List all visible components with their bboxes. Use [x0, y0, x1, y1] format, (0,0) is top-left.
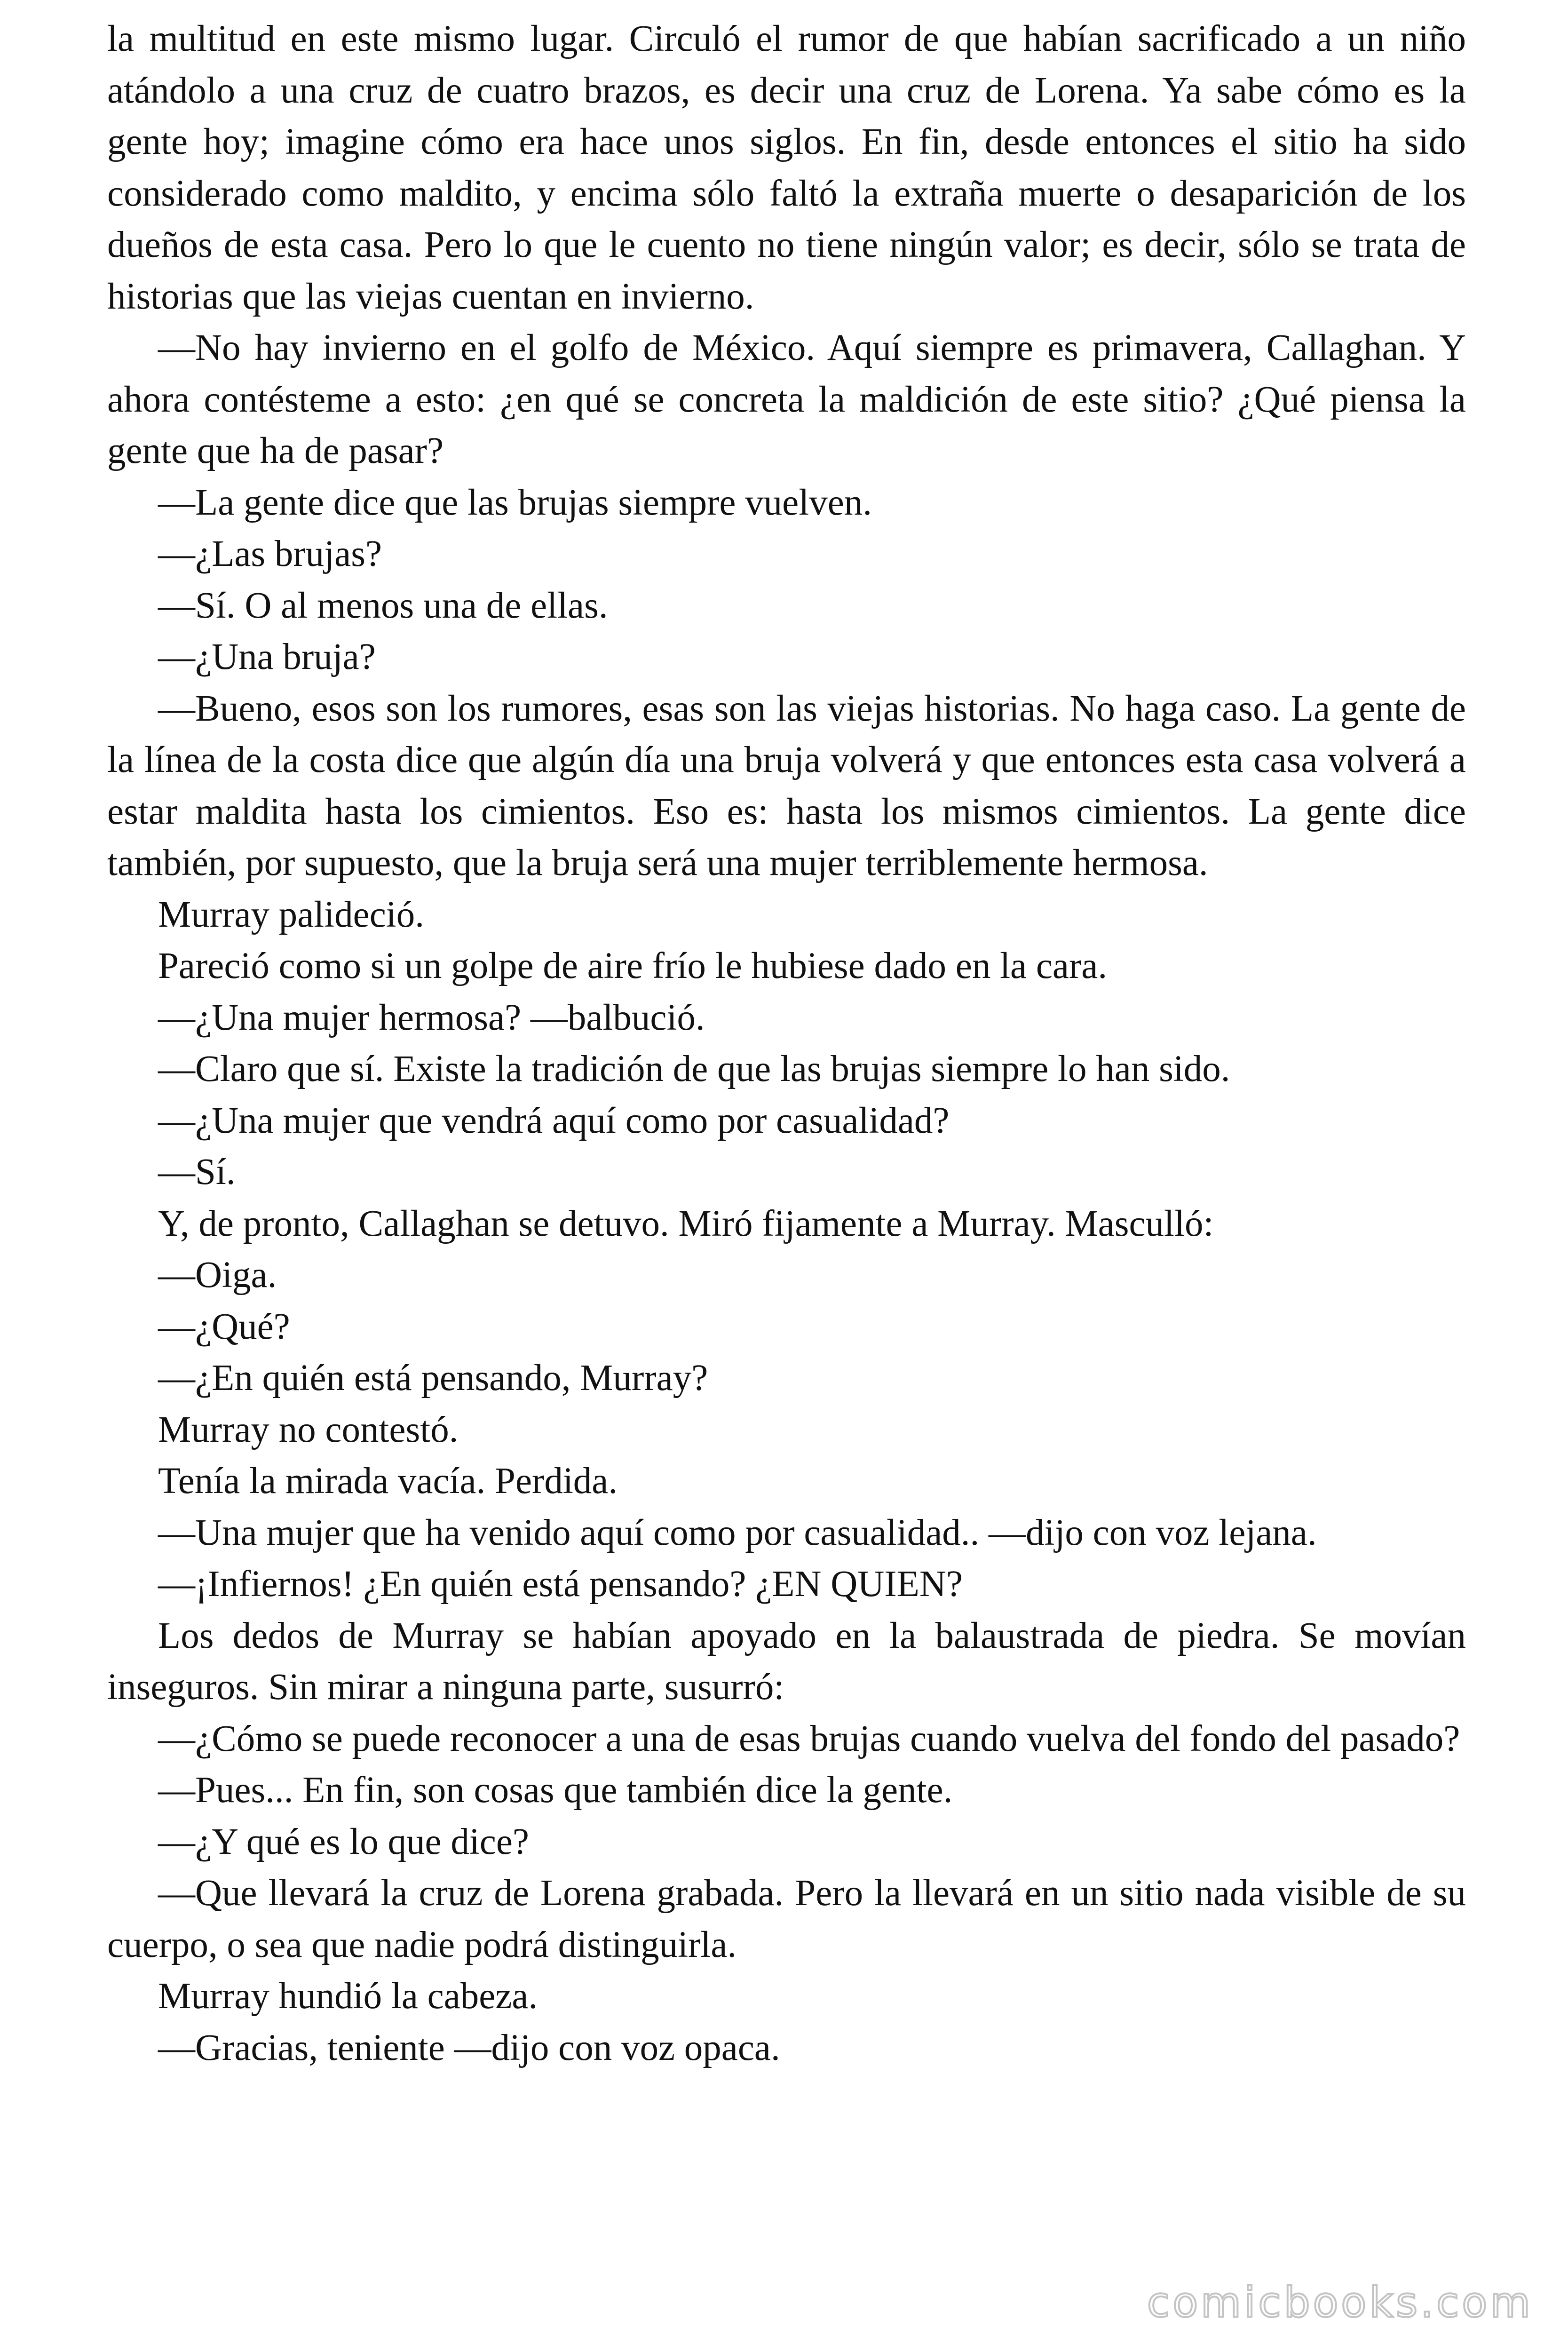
paragraph: Y, de pronto, Callaghan se detuvo. Miró fijamente a Murray. Masculló: — [158, 1203, 1214, 1244]
paragraph: —Una mujer que ha venido aquí como por casualidad.. —dijo con voz lejana. — [158, 1512, 1317, 1553]
paragraph: —¿Qué? — [158, 1306, 290, 1347]
document-page — [107, 13, 1466, 2074]
paragraph: Tenía la mirada vacía. Perdida. — [158, 1461, 618, 1502]
paragraph: —¿Las brujas? — [158, 533, 382, 574]
paragraph: —Sí. — [158, 1152, 236, 1192]
paragraph: —No hay invierno en el golfo de México. Aquí siempre es primavera, Callaghan. Y ahora contésteme a esto: ¿en qué se concreta la maldición de este sitio? ¿Qué piensa la gente que ha de pasar? — [107, 327, 1466, 471]
paragraph: Murray hundió la cabeza. — [158, 1976, 538, 2017]
paragraph: —Oiga. — [158, 1255, 277, 1295]
paragraph: Murray palideció. — [158, 894, 424, 935]
paragraph: —Pues... En fin, son cosas que también dice la gente. — [158, 1770, 953, 1811]
paragraph: —Claro que sí. Existe la tradición de que las brujas siempre lo han sido. — [158, 1049, 1230, 1089]
paragraph: Murray no contestó. — [158, 1409, 459, 1450]
paragraph: —¿Una bruja? — [158, 636, 376, 677]
paragraph: Pareció como si un golpe de aire frío le hubiese dado en la cara. — [158, 946, 1108, 986]
paragraph: —Bueno, esos son los rumores, esas son las viejas historias. No haga caso. La gente de la línea de la costa dice que algún día una bruja volverá y que entonces esta casa volverá a estar maldita hasta los cimientos. Eso es: hasta los mismos cimientos. La gente dice también, por supuesto, que la bruja será una mujer terriblemente hermosa. — [107, 688, 1466, 883]
paragraph: —¿Y qué es lo que dice? — [158, 1821, 529, 1862]
paragraph: —¿Una mujer hermosa? —balbució. — [158, 997, 705, 1038]
paragraph: —La gente dice que las brujas siempre vuelven. — [158, 482, 872, 523]
paragraph: —Gracias, teniente —dijo con voz opaca. — [158, 2027, 780, 2068]
paragraph: la multitud en este mismo lugar. Circuló el rumor de que habían sacrificado a un niño atándolo a una cruz de cuatro brazos, es decir una cruz de Lorena. Ya sabe cómo es la gente hoy; imagine cómo era hace unos siglos. En fin, desde entonces el sitio ha sido considerado como maldito, y encima sólo faltó la extraña muerte o desaparición de los dueños de esta casa. Pero lo que le cuento no tiene ningún valor; es decir, sólo se trata de historias que las viejas cuentan en invierno. — [107, 18, 1466, 317]
paragraph: —Que llevará la cruz de Lorena grabada. Pero la llevará en un sitio nada visible de su cuerpo, o sea que nadie podrá distinguirla. — [107, 1873, 1466, 1965]
body-text — [107, 13, 1466, 2074]
paragraph: —Sí. O al menos una de ellas. — [158, 585, 608, 626]
paragraph: —¿Una mujer que vendrá aquí como por casualidad? — [158, 1100, 950, 1141]
paragraph: —¿Cómo se puede reconocer a una de esas brujas cuando vuelva del fondo del pasado? — [158, 1718, 1460, 1759]
paragraph: Los dedos de Murray se habían apoyado en la balaustrada de piedra. Se movían inseguros. Sin mirar a ninguna parte, susurró: — [107, 1615, 1466, 1708]
paragraph: —¿En quién está pensando, Murray? — [158, 1358, 708, 1398]
watermark-text: comicbooks.com — [1147, 2278, 1533, 2327]
paragraph: —¡Infiernos! ¿En quién está pensando? ¿EN QUIEN? — [158, 1564, 963, 1605]
